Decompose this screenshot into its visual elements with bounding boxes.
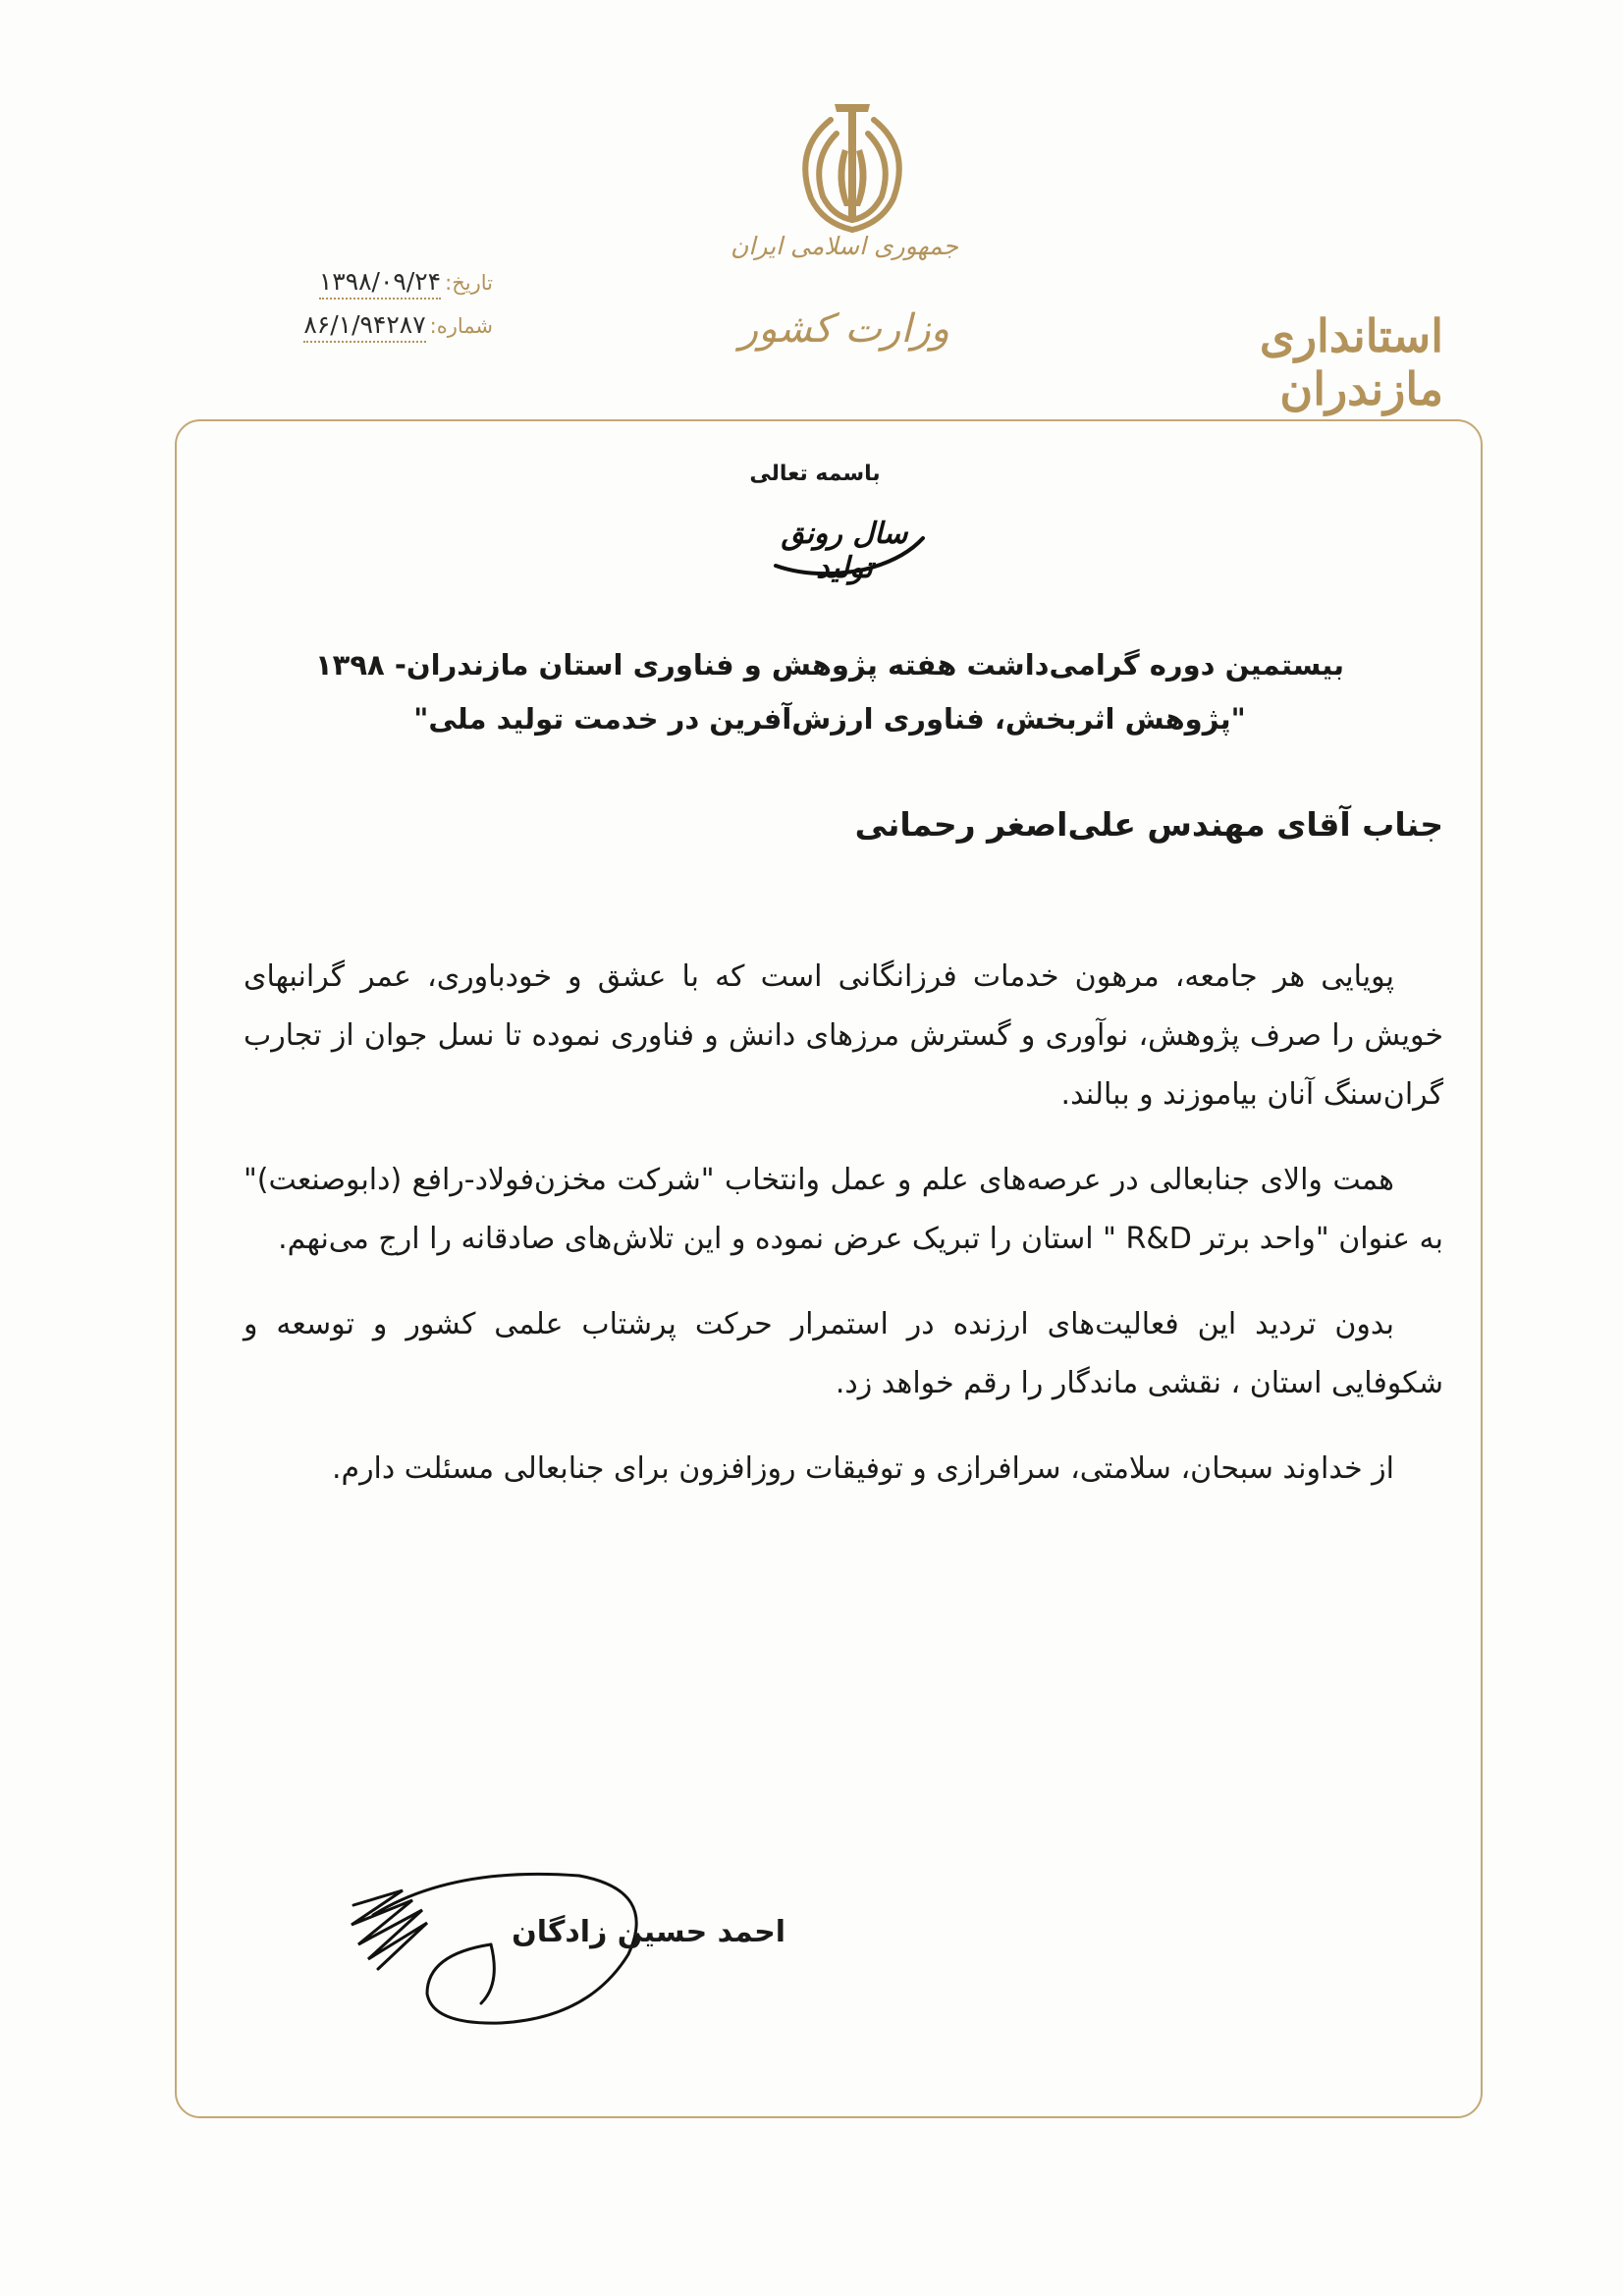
letter-meta — [247, 267, 493, 354]
paragraph: از خداوند سبحان، سلامتی، سرافرازی و توفیقات روزافزون برای جنابعالی مسئلت دارم. — [331, 1451, 1394, 1486]
number-row — [247, 310, 493, 354]
year-slogan-text: سال رونق تولید — [781, 517, 908, 585]
signatory-name: احمد حسین زادگان — [512, 1915, 785, 1949]
paragraph: همت والای جنابعالی در عرصه‌های علم و عمل وانتخاب "شرکت مخزن‌فولاد-رافع (دابوصنعت)" به عنوان "واحد برتر R&D " استان را تبریک عرض نموده و این تلاش‌های صادقانه را ارج می‌نهم. — [243, 1163, 1443, 1256]
date-row — [247, 267, 493, 310]
ministry-name: وزارت کشور — [738, 306, 950, 352]
number-value: ۸۶/۱/۹۴۲۸۷ — [303, 310, 425, 343]
date-label: تاریخ: — [445, 271, 493, 295]
invocation: باسمه تعالی — [749, 462, 881, 486]
iran-emblem-icon — [774, 90, 931, 238]
republic-name: جمهوری اسلامی ایران — [730, 232, 958, 260]
year-slogan — [756, 509, 933, 587]
event-motto: "پژوهش اثربخش، فناوری ارزش‌آفرین در خدمت تولید ملی" — [413, 702, 1246, 736]
event-title: بیستمین دوره گرامی‌داشت هفته پژوهش و فناوری استان مازندران- ۱۳۹۸ — [314, 648, 1345, 682]
number-label: شماره: — [429, 314, 493, 338]
date-value: ۱۳۹۸/۰۹/۲۴ — [319, 267, 441, 300]
paragraph: بدون تردید این فعالیت‌های ارزنده در استمرار حرکت پرشتاب علمی کشور و توسعه و شکوفایی استان ، نقشی ماندگار را رقم خواهد زد. — [243, 1307, 1443, 1400]
governorate-name: استانداری مازندران — [1259, 309, 1443, 415]
recipient: جناب آقای مهندس علی‌اصغر رحمانی — [854, 805, 1443, 844]
letter-body — [243, 948, 1443, 1525]
paragraph: پویایی هر جامعه، مرهون خدمات فرزانگانی است که با عشق و خودباوری، عمر گرانبهای خویش را صرف پژوهش، نوآوری و گسترش مرزهای دانش و فناوری نموده تا نسل جوان از تجارب گران‌سنگ آنان بیاموزند و ببالند. — [243, 959, 1443, 1112]
